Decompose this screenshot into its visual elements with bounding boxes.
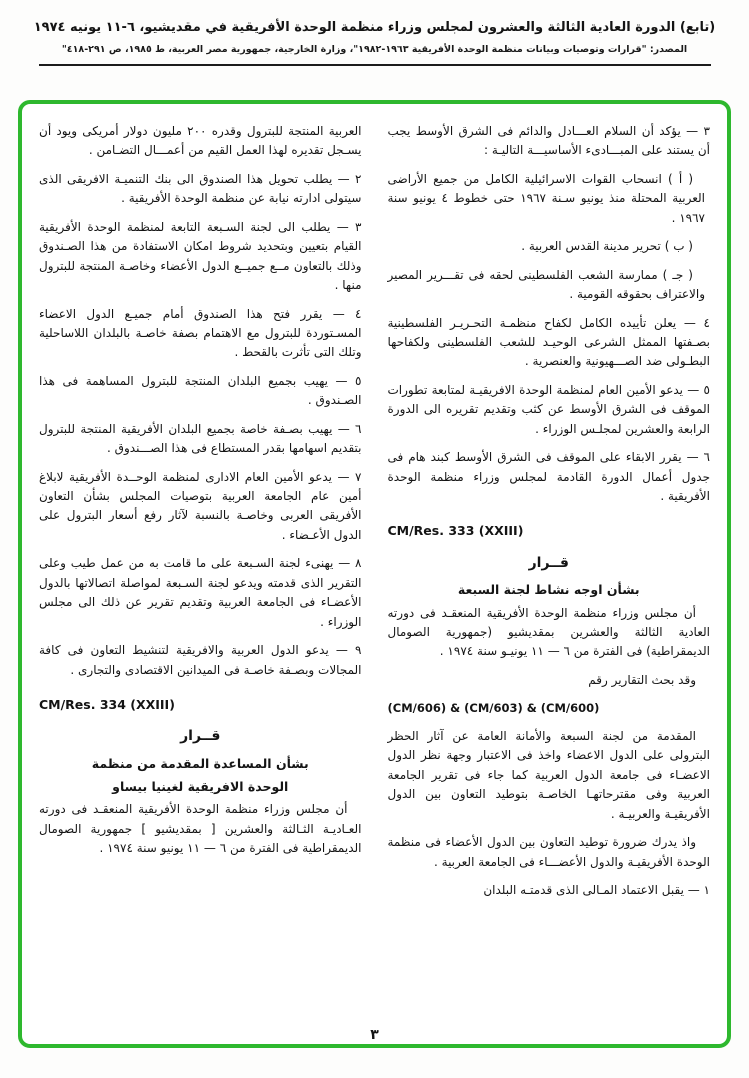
paragraph: ٩ — يدعو الدول العربية والافريقية لتنشيط التعاون فى كافة المجالات وبصـفة خاصـة فى الميدانين الاقتصادى والتجارى . (39, 643, 362, 677)
paragraph: ٤ — يقرر فتح هذا الصندوق أمام جميـع الدول الاعضاء المسـتوردة للبترول مع الاهتمام بصفة خاصـة بالبلدان اللاساحلية وتلك التى تأثرت بالقحط . (39, 306, 362, 360)
paragraph: ٣ — يؤكد أن السلام العـــادل والدائم فى الشرق الأوسط يجب أن يستند على المبـــادىء الأساسيـــة التاليـة : (387, 124, 710, 158)
paragraph: ٨ — يهنىء لجنة السـبعة على ما قامت به من عمل طيب وعلى التقرير الذى قدمته ويدعو لجنة السـبعة لمواصلة اتصالاتها بالدول الأعضـاء فى الجامعة العربية وتقديم تقرير عن ذلك الى مجلس الوزراء . (39, 556, 362, 629)
paragraph: المقدمة من لجنة السبعة والأمانة العامة عن آثار الحظر البترولى على الدول الاعضاء واخذ فى الاعتبار وجهة نظر الدول الاعضـاء فى جامعة الدول العربية كما جاء فى تقرير الجامعة العربية وفى مقترحاتهـا الخاصـة بتوطيد التعاون بين الدول الأفريقيـة والعربيـة . (387, 728, 710, 821)
resolution-number: CM/Res. 334 (XXIII) (39, 696, 175, 712)
paragraph: ( أ ) انسحاب القوات الاسرائيلية الكامل من جميع الأراضى العربية المحتلة منذ يونيو سـنة ١٩٦٧ حتى خطوط ٤ يونيو سنة ١٩٦٧ . (387, 171, 706, 225)
resolution-title: قــرار (180, 728, 221, 745)
paragraph: ١ — يقبل الاعتماد المـالى الذى قدمتـه البلدان (483, 883, 710, 898)
header-source-line: المصدر: "قرارات وتوصيات وبيانات منظمة الوحدة الأفريقية ١٩٦٣-١٩٨٢"، وزارة الخارجية، جمهورية مصر العربية، ط ١٩٨٥، ص ٢٩١-٤١٨" (61, 44, 688, 55)
header-session-title: (تابع) الدورة العادية الثالثة والعشرون لمجلس وزراء منظمة الوحدة الأفريقية في مقديشيو، ٦-١١ يونيه ١٩٧٤ (33, 20, 716, 35)
paragraph: ( جـ ) ممارسة الشعب الفلسطينى لحقه فى تقـــرير المصير والاعتراف بحقوقه القومية . (387, 267, 705, 302)
paragraph: ٦ — يهيب بصـفة خاصة بجميع البلدان الأفريقية المنتجة للبترول بتقديم اسهامها بقدر المستطاع فى هذا الصـــندوق . (39, 421, 362, 456)
text-columns (22, 104, 727, 917)
paragraph: أن مجلس وزراء منظمة الوحدة الأفريقية المنعقـد فى دورته العـاديـة الثـالثة والعشرين [ بمقديشيو ] جمهورية الصومال الديمقراطية فى الفترة من ٦ — ١١ يونيو سنة ١٩٧٤ . (39, 802, 362, 856)
resolution-number: CM/Res. 333 (XXIII) (387, 523, 524, 539)
paragraph: ٤ — يعلن تأييده الكامل لكفاح منظمـة التحـريـر الفلسطينية بصـفتها الممثل الشرعى الوحيـد للشعب الفلسطينى ولكفاحها البطـولى ضد الصـــهيونية والعنصرية . (387, 315, 710, 369)
paragraph: العربية المنتجة للبترول وقدره ٢٠٠ مليون دولار أمريكى ويود أن يسـجل تقديره لهذا العمل القيم من أعمـــال التضـامن . (39, 124, 362, 158)
content-frame (18, 100, 731, 1048)
paragraph: ( ب ) تحرير مدينة القدس العربية . (521, 239, 693, 254)
page-header (0, 0, 749, 66)
resolution-subtitle: بشأن اوجه نشاط لجنة السبعة (457, 582, 640, 598)
paragraph: وقد بحث التقارير رقم (588, 672, 696, 687)
paragraph: ٧ — يدعو الأمين العام الادارى لمنظمة الوحــدة الأفريقية لابلاغ أمين عام الجامعة العربية بتوصيات المجلس بشأن التعاون الأفريقى العربى وخاصـة بالنسبة لآثار رفع أسعار البترول على الدول الأعـضاء . (39, 469, 362, 542)
paragraph: أن مجلس وزراء منظمة الوحدة الأفريقية المنعقـد فى دورته العادية الثالثة والعشرين بمقديشيو (جمهورية الصومال الديمقراطية) فى الفترة من ٦ — ١١ يونيـو سنة ١٩٧٤ . (387, 605, 710, 659)
paragraph: ٦ — يقرر الابقاء على الموقف فى الشرق الأوسط كبند هام فى جدول أعمال الدورة القادمة لمجلس وزراء منظمة الوحدة الأفريقية . (387, 450, 710, 503)
header-divider (39, 64, 711, 66)
paragraph: ٣ — يطلب الى لجنة السـبعة التابعة لمنظمة الوحدة الأفريقية القيام بتعيين وبتحديد شروط امكان الاستفادة من هذا الصـندوق وذلك بالتعاون مــع جميــع الدول الأعضاء وخاصـة المنتجة للبترول منها . (39, 219, 362, 293)
paragraph: ٢ — يطلب تحويل هذا الصندوق الى بنك التنميـة الافريقى الذى سيتولى ادارته نيابة عن منظمة الوحدة الأفريقية . (39, 171, 362, 206)
resolution-subtitle: بشأن المساعدة المقدمة من منظمة (91, 755, 309, 771)
left-column (39, 122, 362, 909)
paragraph: واذ يدرك ضرورة توطيد التعاون بين الدول الأعضاء فى منظمة الوحدة الأفريقيـة والدول الأعضـــاء فى الجامعة العربية . (387, 835, 710, 869)
resolution-subtitle: الوحدة الافريقية لغينيا بيساو (112, 779, 289, 795)
right-column (388, 122, 711, 909)
paragraph: ٥ — يدعو الأمين العام لمنظمة الوحدة الافريقيـة لمتابعة تطورات الموقف فى الشرق الأوسط عن كثب وتقديم تقريره الى الدورة الرابعة والعشرين لمجلـس الوزراء . (387, 382, 710, 436)
report-references: (CM/606) & (CM/603) & (CM/600) (387, 701, 600, 716)
page-number: ٣ (370, 1027, 379, 1043)
paragraph: ٥ — يهيب بجميع البلدان المنتجة للبترول المساهمة فى هذا الصـندوق . (39, 373, 362, 408)
resolution-title: قــرار (528, 554, 569, 571)
